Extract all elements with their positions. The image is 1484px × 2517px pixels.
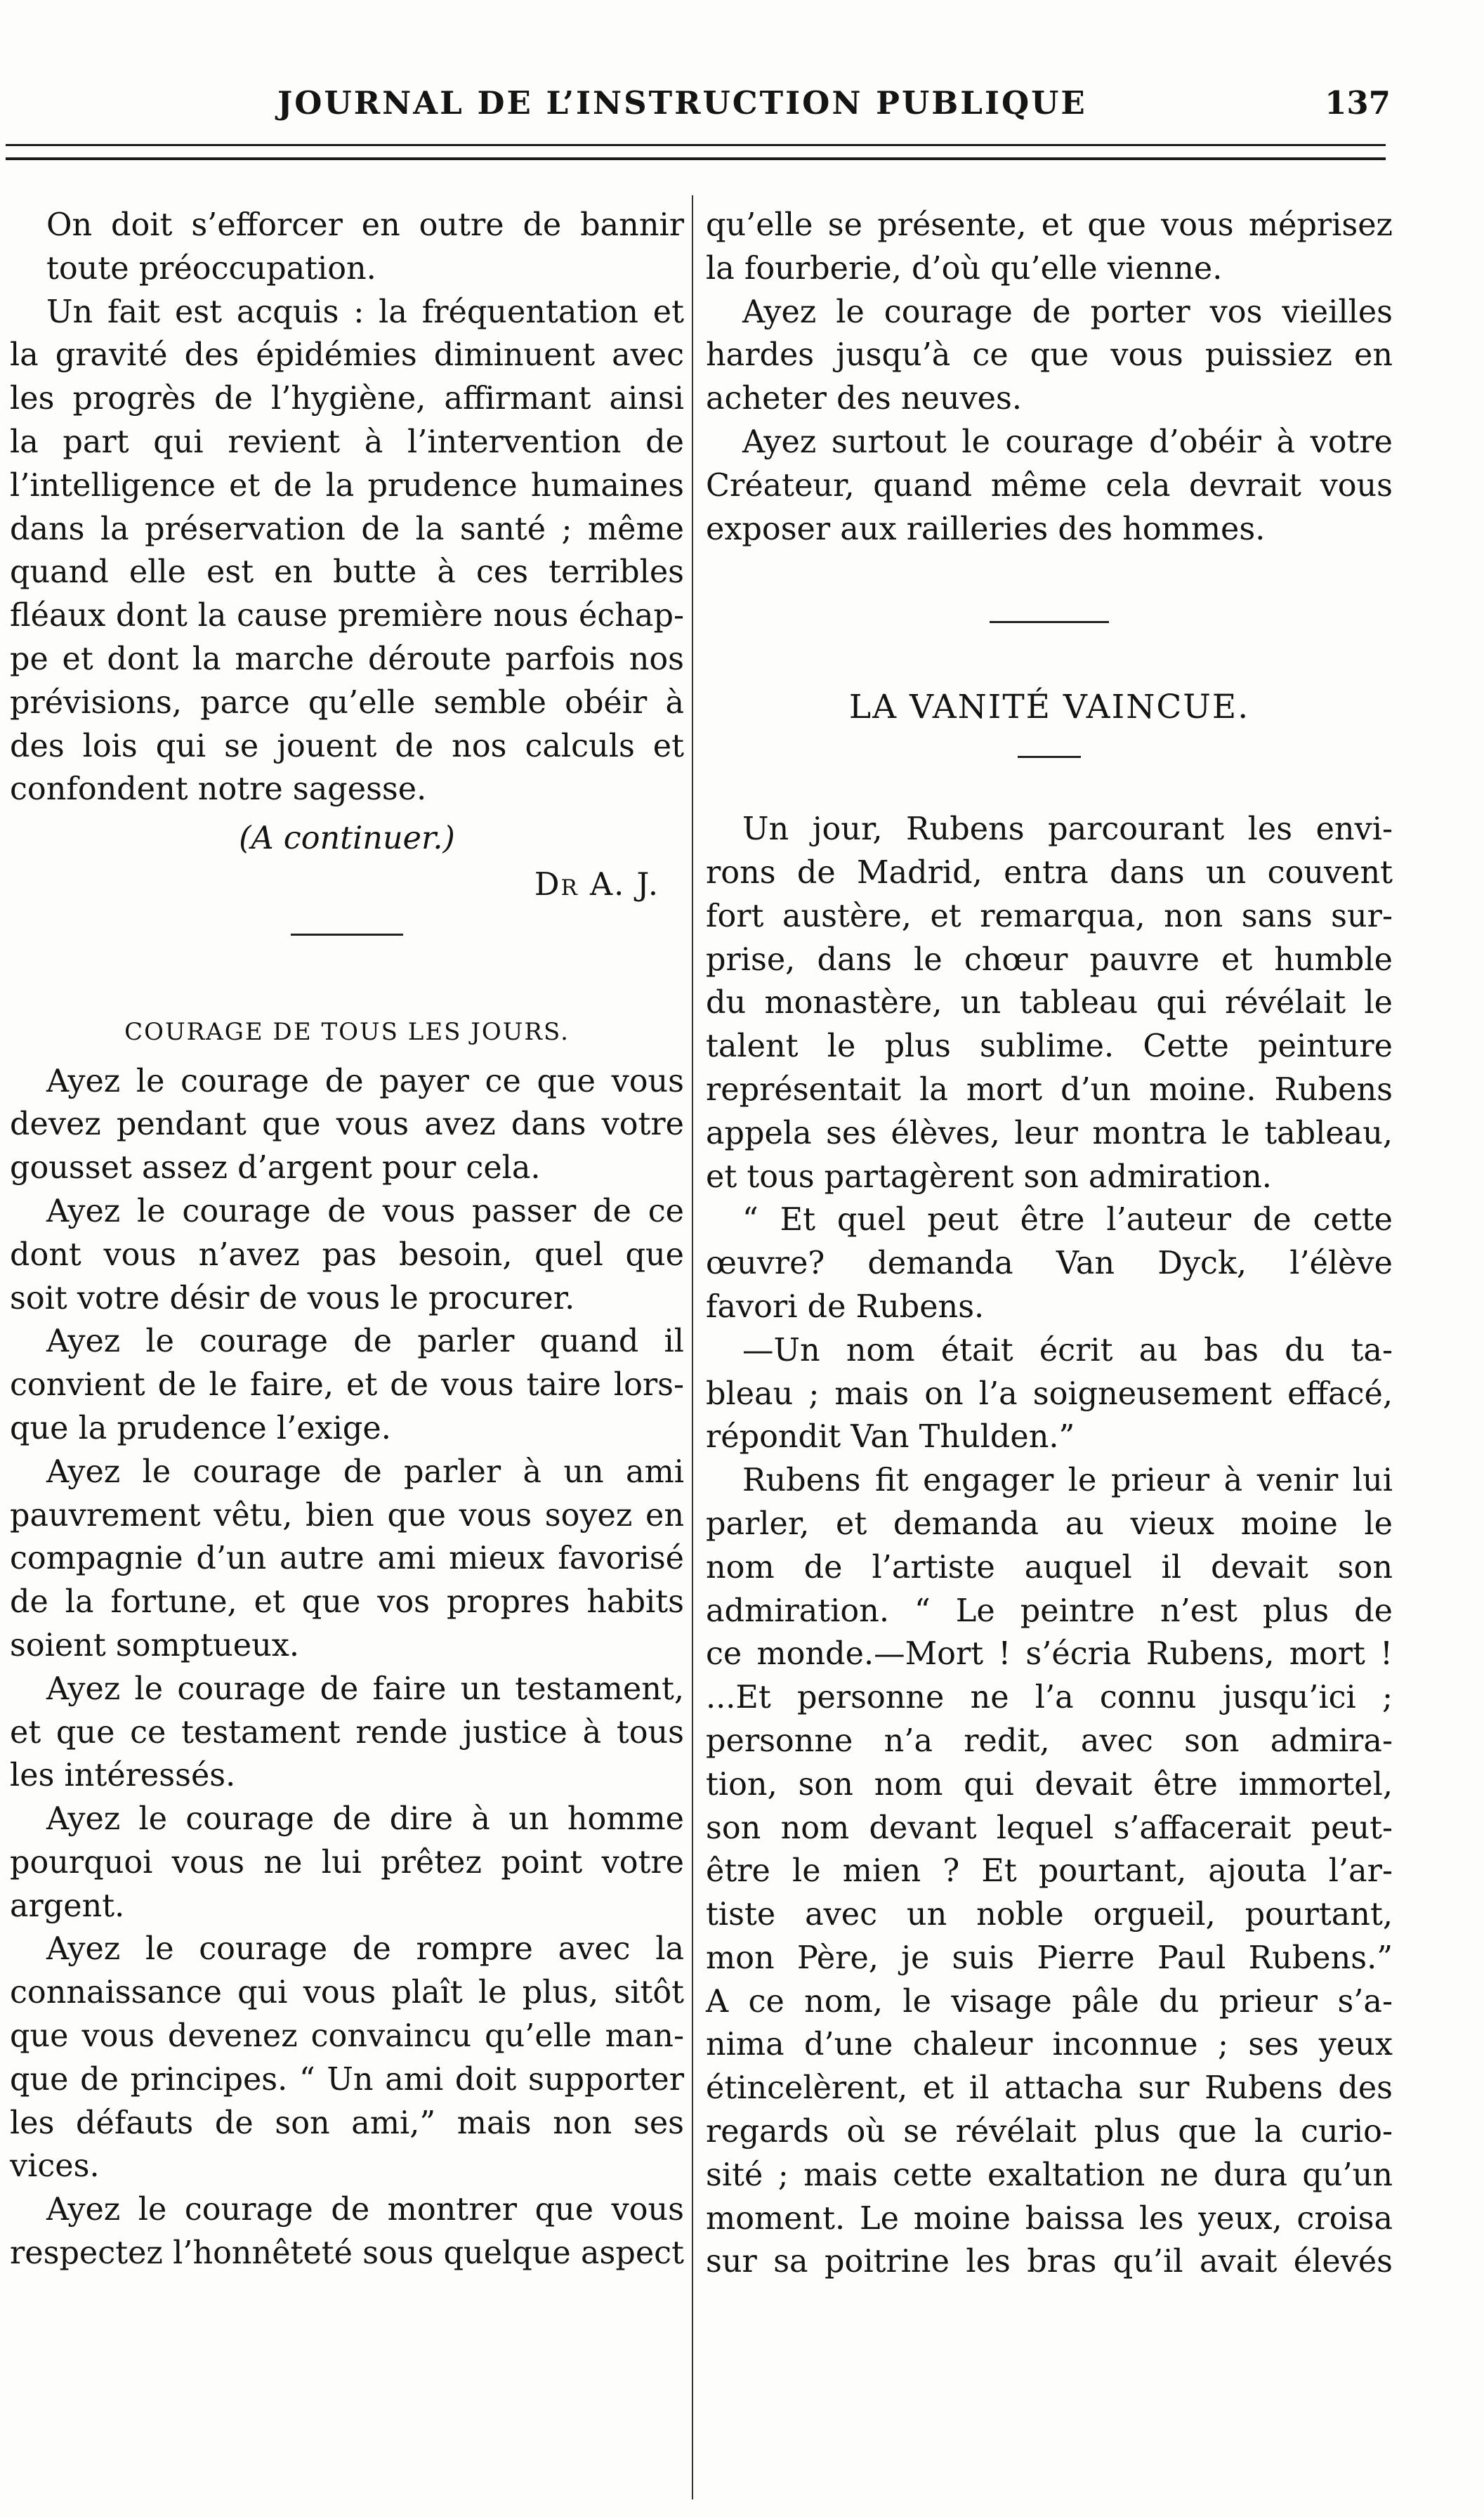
text-line: rons de Madrid, entra dans un couvent <box>706 854 1393 891</box>
title-underline <box>1018 756 1081 758</box>
text-line: Un jour, Rubens parcourant les envi- <box>742 811 1393 848</box>
text-line: ce monde.—Mort ! s’écria Rubens, mort ! <box>706 1636 1393 1673</box>
text-line: la gravité des épidémies diminuent avec <box>10 337 684 374</box>
text-line: Ayez le courage de rompre avec la <box>46 1931 684 1968</box>
text-line: On doit s’efforcer en outre de bannir <box>46 207 684 243</box>
courage-paragraph <box>10 1190 684 1320</box>
text-line: Ayez le courage de vous passer de ce <box>46 1193 684 1229</box>
text-line: Ayez le courage de parler quand il <box>46 1323 684 1360</box>
text-line: les progrès de l’hygiène, affirmant ainsi <box>10 381 684 417</box>
text-line: hardes jusqu’à ce que vous puissiez en <box>706 337 1393 374</box>
text-line: acheter des neuves. <box>706 381 1022 417</box>
text-line: que la prudence l’exige. <box>10 1410 391 1446</box>
journal-title: JOURNAL DE L’INSTRUCTION PUBLIQUE <box>277 84 1087 122</box>
text-line: qu’elle se présente, et que vous méprisez <box>706 207 1393 243</box>
text-line: vices. <box>10 2148 100 2185</box>
text-line: sité ; mais cette exaltation ne dura qu’un <box>706 2157 1393 2193</box>
text-line: l’intelligence et de la prudence humaines <box>10 467 684 504</box>
text-line: représentait la mort d’un moine. Rubens <box>706 1071 1393 1108</box>
text-line: moment. Le moine baissa les yeux, croisa <box>706 2200 1393 2237</box>
text-line: pauvrement vêtu, bien que vous soyez en <box>10 1497 684 1534</box>
text-line: Ayez le courage de montrer que vous <box>46 2192 684 2228</box>
text-line: quand elle est en butte à ces terribles <box>10 554 684 591</box>
courage-paragraph <box>10 1451 684 1668</box>
author-signature: Dr A. J. <box>534 866 659 903</box>
text-line: admiration. “ Le peintre n’est plus de <box>706 1593 1393 1629</box>
text-line: Ayez surtout le courage d’obéir à votre <box>742 424 1393 460</box>
text-line: de la fortune, et que vos propres habits <box>10 1584 684 1621</box>
text-line: dont vous n’avez pas besoin, quel que <box>10 1236 684 1273</box>
text-line: connaissance qui vous plaît le plus, sitôt <box>10 1975 684 2011</box>
text-line: Ayez le courage de dire à un homme <box>46 1801 684 1838</box>
text-line: exposer aux railleries des hommes. <box>706 511 1266 547</box>
courage-paragraph <box>10 1798 684 1928</box>
spacer <box>706 780 1393 808</box>
story-paragraph <box>706 808 1393 1198</box>
courage-paragraph <box>706 421 1393 551</box>
text-line: parler, et demanda au vieux moine le <box>706 1505 1393 1542</box>
text-line: Ayez le courage de faire un testament, <box>46 1671 684 1707</box>
text-line: A ce nom, le visage pâle du prieur s’a- <box>706 1983 1393 2020</box>
spacer <box>10 957 684 1011</box>
continuation-note: (A continuer.) <box>239 821 455 857</box>
text-line: et tous partagèrent son admiration. <box>706 1158 1272 1195</box>
text-line: être le mien ? Et pourtant, ajouta l’ar- <box>706 1853 1393 1890</box>
text-line: toute préoccupation. <box>46 250 376 287</box>
section-separator <box>990 621 1109 623</box>
left-column <box>10 204 684 2275</box>
text-line: Rubens fit engager le prieur à venir lui <box>742 1463 1393 1499</box>
courage-paragraph <box>10 1060 684 1190</box>
text-line: Un fait est acquis : la fréquentation et <box>46 294 684 330</box>
text-line: du monastère, un tableau qui révélait le <box>706 985 1393 1021</box>
running-header <box>0 84 1484 140</box>
courage-paragraph <box>706 291 1393 421</box>
text-line: Ayez le courage de parler à un ami <box>46 1453 684 1490</box>
text-line: tiste avec un noble orgueil, pourtant, <box>706 1897 1393 1933</box>
text-line: pe et dont la marche déroute parfois nos <box>10 641 684 677</box>
text-line: soient somptueux. <box>10 1627 299 1663</box>
text-line: dans la préservation de la santé ; même <box>10 511 684 547</box>
text-line: appela ses élèves, leur montra le tableau, <box>706 1115 1393 1151</box>
text-line: bleau ; mais on l’a soigneusement effacé, <box>706 1375 1393 1412</box>
text-line: soit votre désir de vous le procurer. <box>10 1280 575 1316</box>
text-line: gousset assez d’argent pour cela. <box>10 1150 541 1186</box>
text-line: la part qui revient à l’intervention de <box>10 424 684 460</box>
text-line: les intéressés. <box>10 1758 236 1794</box>
text-line: les défauts de son ami,” mais non ses <box>10 2105 684 2141</box>
text-line: —Un nom était écrit au bas du ta- <box>742 1332 1393 1368</box>
text-line: que vous devenez convaincu qu’elle man- <box>10 2018 684 2055</box>
text-line: fort austère, et remarqua, non sans sur- <box>706 898 1393 934</box>
text-line: tion, son nom qui devait être immortel, <box>706 1766 1393 1803</box>
story-paragraph <box>706 1459 1393 2284</box>
text-line: sur sa poitrine les bras qu’il avait élevés <box>706 2244 1393 2280</box>
spacer <box>10 1054 684 1060</box>
text-line: la fourberie, d’où qu’elle vienne. <box>706 250 1223 287</box>
text-line: répondit Van Thulden.” <box>706 1419 1075 1456</box>
text-line: ...Et personne ne l’a connu jusqu’ici ; <box>706 1680 1393 1716</box>
header-rule-thin <box>6 144 1386 146</box>
right-column <box>706 204 1393 2284</box>
text-line: “ Et quel peut être l’auteur de cette <box>742 1202 1393 1238</box>
text-line: prévisions, parce qu’elle semble obéir à <box>10 684 684 721</box>
courage-paragraph <box>10 1320 684 1450</box>
text-line: confondent notre sagesse. <box>10 771 427 808</box>
text-line: Ayez le courage de porter vos vieilles <box>742 294 1393 330</box>
epidemic-paragraph <box>10 291 684 812</box>
text-line: Créateur, quand même cela devrait vous <box>706 467 1393 504</box>
text-line: que de principes. “ Un ami doit supporter <box>10 2061 684 2098</box>
text-line: des lois qui se jouent de nos calculs et <box>10 728 684 764</box>
text-line: talent le plus sublime. Cette peinture <box>706 1028 1393 1065</box>
courage-paragraph <box>10 2188 684 2275</box>
text-line: respectez l’honnêteté sous quelque aspect <box>10 2235 684 2272</box>
text-line: argent. <box>10 1888 125 1924</box>
section-heading: COURAGE DE TOUS LES JOURS. <box>124 1017 570 1046</box>
text-line: devez pendant que vous avez dans votre <box>10 1106 684 1143</box>
text-line: et que ce testament rende justice à tous <box>10 1714 684 1751</box>
separator-wrap <box>10 907 684 957</box>
courage-paragraph <box>10 1928 684 2188</box>
intro-paragraph <box>10 204 684 291</box>
text-line: œuvre? demanda Van Dyck, l’élève <box>706 1246 1393 1282</box>
text-line: étincelèrent, et il attacha sur Rubens des <box>706 2070 1393 2107</box>
text-line: compagnie d’un autre ami mieux favorisé <box>10 1541 684 1577</box>
text-line: favori de Rubens. <box>706 1288 985 1325</box>
text-line: nom de l’artiste auquel il devait son <box>706 1549 1393 1586</box>
text-line: son nom devant lequel s’affacerait peut- <box>706 1810 1393 1846</box>
separator-wrap <box>706 729 1393 780</box>
story-paragraph <box>706 1198 1393 1328</box>
section-separator <box>291 934 403 936</box>
spacer <box>706 639 1393 686</box>
header-rule-thick <box>6 157 1386 160</box>
text-line: convient de le faire, et de vous taire lors- <box>10 1367 684 1404</box>
separator-wrap <box>706 551 1393 639</box>
text-line: prise, dans le chœur pauvre et humble <box>706 941 1393 978</box>
courage-continued-paragraph <box>706 204 1393 291</box>
courage-paragraph <box>10 1668 684 1798</box>
text-line: regards où se révélait plus que la curio- <box>706 2114 1393 2150</box>
page-number: 137 <box>1325 84 1391 122</box>
column-divider <box>692 195 693 2499</box>
story-paragraph <box>706 1329 1393 1459</box>
text-line: nima d’une chaleur inconnue ; ses yeux <box>706 2027 1393 2063</box>
text-line: personne n’a redit, avec son admira- <box>706 1722 1393 1759</box>
text-line: pourquoi vous ne lui prêtez point votre <box>10 1844 684 1881</box>
text-line: mon Père, je suis Pierre Paul Rubens.” <box>706 1940 1393 1976</box>
text-line: fléaux dont la cause première nous échap- <box>10 598 684 634</box>
text-line: Ayez le courage de payer ce que vous <box>46 1063 684 1099</box>
section-heading: LA VANITÉ VAINCUE. <box>848 688 1250 727</box>
